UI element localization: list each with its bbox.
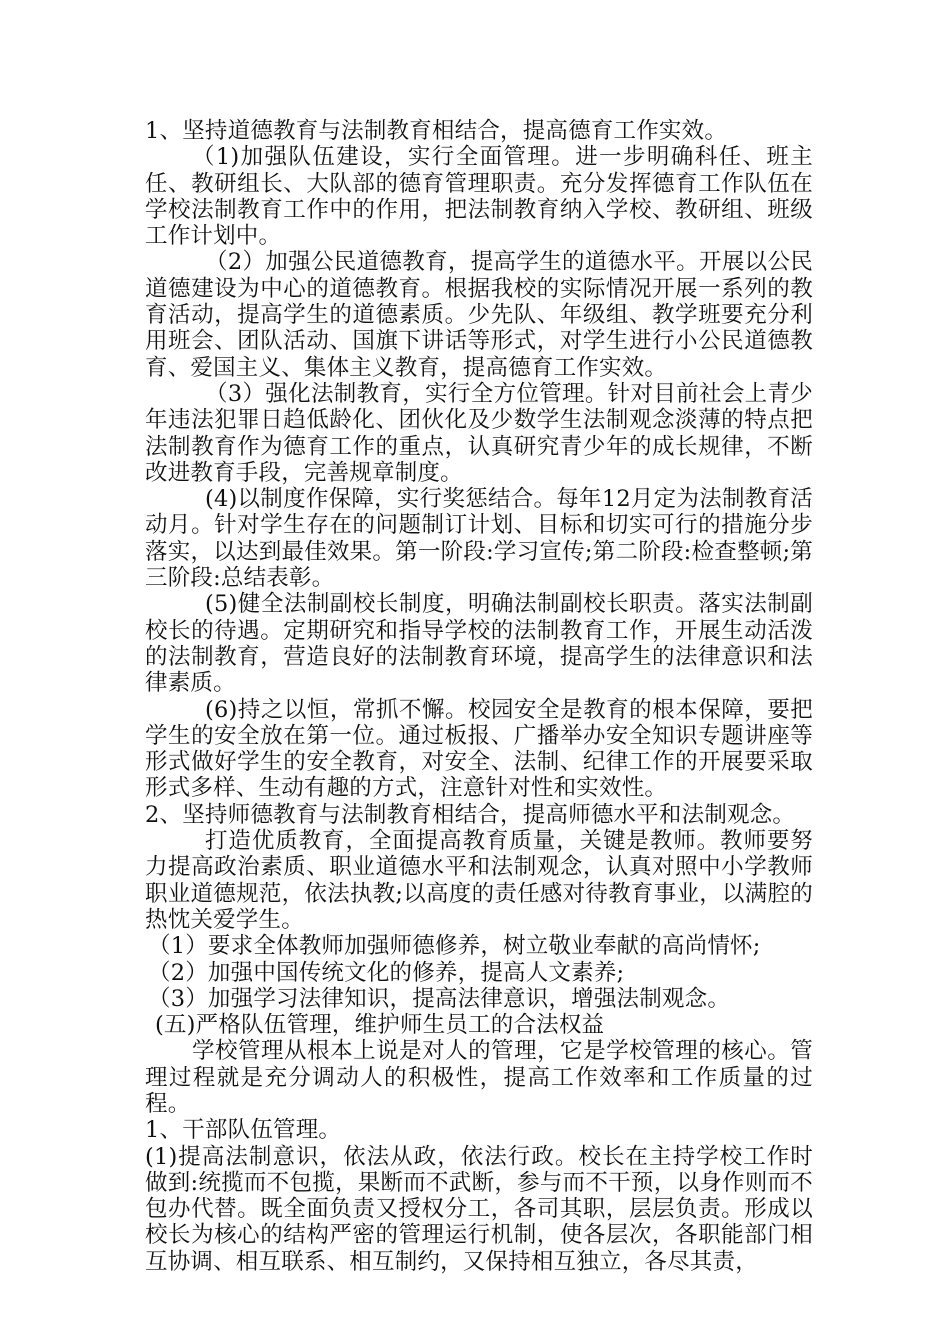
paragraph-quality-education: 打造优质教育，全面提高教育质量，关键是教师。教师要努力提高政治素质、职业道德水平和法制观念，认真对照中小学教师职业道德规范，依法执教;以高度的责任感对待教育事业，以满腔的热忱关爱学生。	[145, 828, 813, 933]
list-item-ethics: （1）要求全体教师加强师德修养，树立敬业奉献的高尚情怀;	[148, 933, 761, 960]
document-body	[145, 118, 813, 1275]
section-heading-team-management: (五)严格队伍管理，维护师生员工的合法权益	[155, 1012, 605, 1039]
paragraph-safety: (6)持之以恒，常抓不懈。校园安全是教育的根本保障，要把学生的安全放在第一位。通过板报、广播举办安全知识专题讲座等形式做好学生的安全教育，对安全、法制、纪律工作的开展要采取形式多样、生动有趣的方式，注意针对性和实效性。	[145, 696, 813, 802]
paragraph-legal-education: （3）强化法制教育，实行全方位管理。针对目前社会上青少年违法犯罪日趋低龄化、团伙化及少数学生法制观念淡薄的特点把法制教育作为德育工作的重点，认真研究青少年的成长规律，不断改进教育手段，完善规章制度。	[145, 380, 813, 486]
section-heading-moral-legal: 1、坚持道德教育与法制教育相结合，提高德育工作实效。	[145, 118, 728, 144]
paragraph-vice-principal: (5)健全法制副校长制度，明确法制副校长职责。落实法制副校长的待遇。定期研究和指导学校的法制教育工作，开展生动活泼的法制教育，营造良好的法制教育环境，提高学生的法律意识和法律素质。	[145, 591, 813, 697]
section-heading-cadre-management: 1、干部队伍管理。	[145, 1117, 342, 1144]
paragraph-management-core: 学校管理从根本上说是对人的管理，它是学校管理的核心。管理过程就是充分调动人的积极性，提高工作效率和工作质量的过程。	[145, 1038, 813, 1117]
list-item-law: （3）加强学习法律知识，提高法律意识，增强法制观念。	[148, 985, 731, 1012]
paragraph-reward-system: (4)以制度作保障，实行奖惩结合。每年12月定为法制教育活动月。针对学生存在的问题制订计划、目标和切实可行的措施分步落实，以达到最佳效果。第一阶段:学习宣传;第二阶段:检查整顿;第三阶段:总结表彰。	[145, 486, 813, 592]
paragraph-rule-of-law: (1)提高法制意识，依法从政，依法行政。校长在主持学校工作时做到:统揽而不包揽，果断而不武断，参与而不干预，以身作则而不包办代替。既全面负责又授权分工，各司其职，层层负责。形成以校长为核心的结构严密的管理运行机制，使各层次，各职能部门相互协调、相互联系、相互制约，又保持相互独立，各尽其责，	[145, 1143, 813, 1275]
section-heading-teacher-ethics: 2、坚持师德教育与法制教育相结合，提高师德水平和法制观念。	[145, 801, 796, 828]
list-item-culture: （2）加强中国传统文化的修养，提高人文素养;	[148, 959, 625, 986]
paragraph-team-building: （1)加强队伍建设，实行全面管理。进一步明确科任、班主任、教研组长、大队部的德育管理职责。充分发挥德育工作队伍在学校法制教育工作中的作用，把法制教育纳入学校、教研组、班级工作计划中。	[145, 144, 813, 250]
paragraph-civic-morality: （2）加强公民道德教育，提高学生的道德水平。开展以公民道德建设为中心的道德教育。根据我校的实际情况开展一系列的教育活动，提高学生的道德素质。少先队、年级组、教学班要充分利用班会、团队活动、国旗下讲话等形式，对学生进行小公民道德教育、爱国主义、集体主义教育，提高德育工作实效。	[145, 249, 813, 381]
